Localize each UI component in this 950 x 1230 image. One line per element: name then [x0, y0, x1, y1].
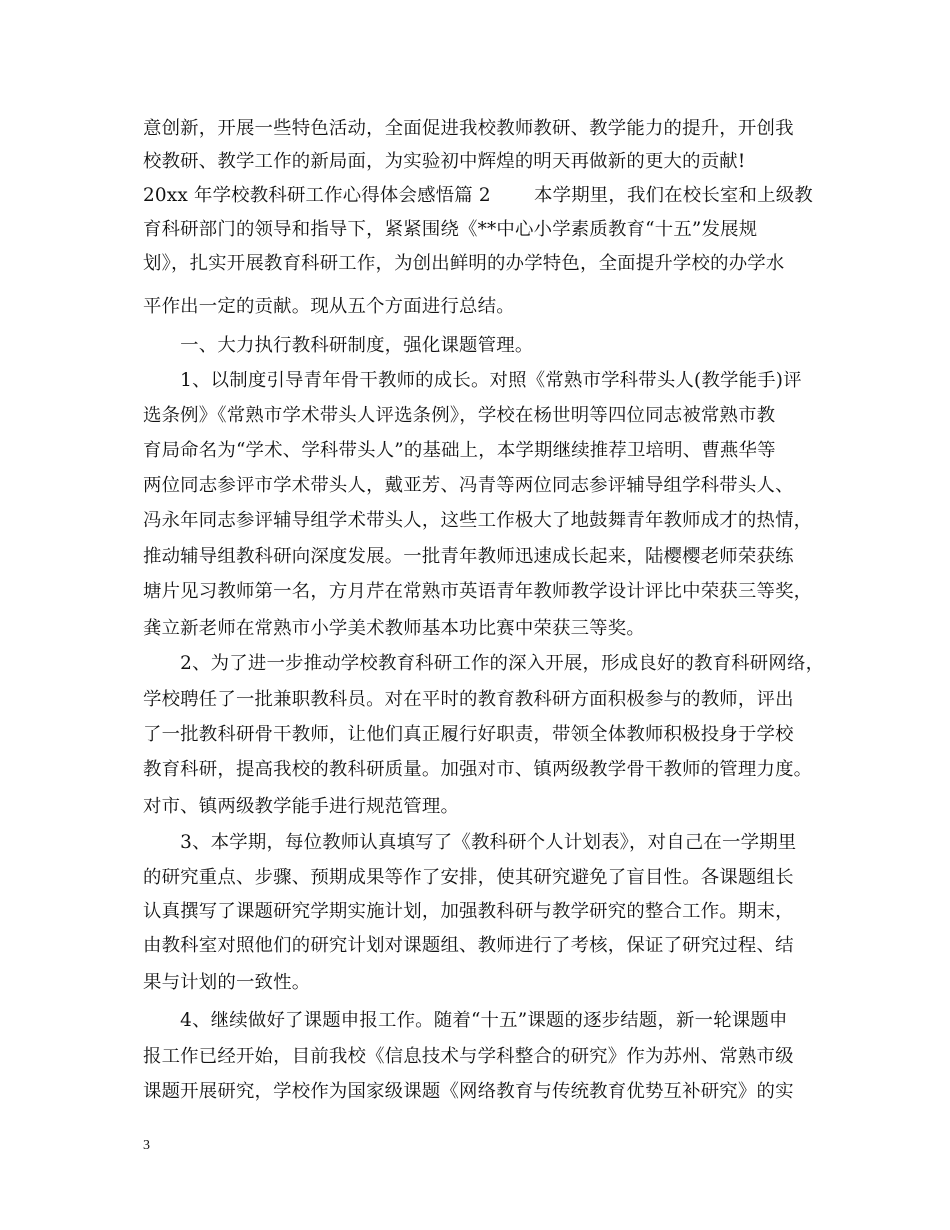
text-line: 划》，扎实开展教育科研工作，为创出鲜明的办学特色，全面提升学校的办学水 [143, 253, 785, 274]
text-line: 4、继续做好了课题申报工作。随着“十五”课题的逐步结题，新一轮课题申 [143, 1010, 788, 1031]
text-line: 3、本学期，每位教师认真填写了《教科研个人计划表》，对自己在一学期里 [143, 832, 797, 853]
text-line: 龚立新老师在常熟市小学美术教师基本功比赛中荣获三等奖。 [143, 618, 645, 639]
text-line: 课题开展研究，学校作为国家级课题《网络教育与传统教育优势互补研究》的实 [143, 1081, 794, 1102]
text-line: 平作出一定的贡献。现从五个方面进行总结。 [143, 296, 515, 317]
text-line: 2、为了进一步推动学校教育科研工作的深入开展，形成良好的教育科研网络， [143, 653, 825, 674]
text-line: 校教研、教学工作的新局面，为实验初中辉煌的明天再做新的更大的贡献! [143, 151, 746, 172]
text-line: 教育科研，提高我校的教科研质量。加强对市、镇两级教学骨干教师的管理力度。 [143, 759, 813, 780]
text-line: 选条例》《常熟市学术带头人评选条例》，学校在杨世明等四位同志被常熟市教 [143, 405, 776, 426]
text-line: 认真撰写了课题研究学期实施计划，加强教科研与教学研究的整合工作。期末， [143, 901, 794, 922]
text-line: 育局命名为“学术、学科带头人”的基础上，本学期继续推荐卫培明、曹燕华等 [143, 440, 776, 461]
text-line: 果与计划的一致性。 [143, 972, 311, 993]
text-line: 学校聘任了一批兼职教科员。对在平时的教育教科研方面积极参与的教师，评出 [143, 689, 794, 710]
text-line: 报工作已经开始，目前我校《信息技术与学科整合的研究》作为苏州、常熟市级 [143, 1046, 794, 1067]
text-line: 塘片见习教师第一名，方月芹在常熟市英语青年教师教学设计评比中荣获三等奖， [143, 581, 813, 602]
text-line: 的研究重点、步骤、预期成果等作了安排，使其研究避免了盲目性。各课题组长 [143, 867, 794, 888]
text-line: 对市、镇两级教学能手进行规范管理。 [143, 796, 460, 817]
text-line: 两位同志参评市学术带头人，戴亚芳、冯青等两位同志参评辅导组学科带头人、 [143, 475, 794, 496]
text-line: 了一批教科研骨干教师，让他们真正履行好职责，带领全体教师积极投身于学校 [143, 724, 794, 745]
text-line: 意创新，开展一些特色活动，全面促进我校教师教研、教学能力的提升，开创我 [143, 118, 794, 139]
text-line: 推动辅导组教科研向深度发展。一批青年教师迅速成长起来，陆樱樱老师荣获练 [143, 546, 794, 567]
text-line: 20xx 年学校教科研工作心得体会感悟篇 2 本学期里，我们在校长室和上级教 [143, 185, 813, 206]
section-heading: 一、大力执行教科研制度，强化课题管理。 [143, 335, 534, 356]
text-line: 冯永年同志参评辅导组学术带头人，这些工作极大了地鼓舞青年教师成才的热情， [143, 510, 813, 531]
text-line: 育科研部门的领导和指导下，紧紧围绕《**中心小学素质教育“十五”发展规 [143, 219, 758, 240]
page-number: 3 [143, 1138, 150, 1153]
text-line: 1、以制度引导青年骨干教师的成长。对照《常熟市学科带头人(教学能手)评 [143, 370, 802, 391]
text-line: 由教科室对照他们的研究计划对课题组、教师进行了考核，保证了研究过程、结 [143, 935, 794, 956]
